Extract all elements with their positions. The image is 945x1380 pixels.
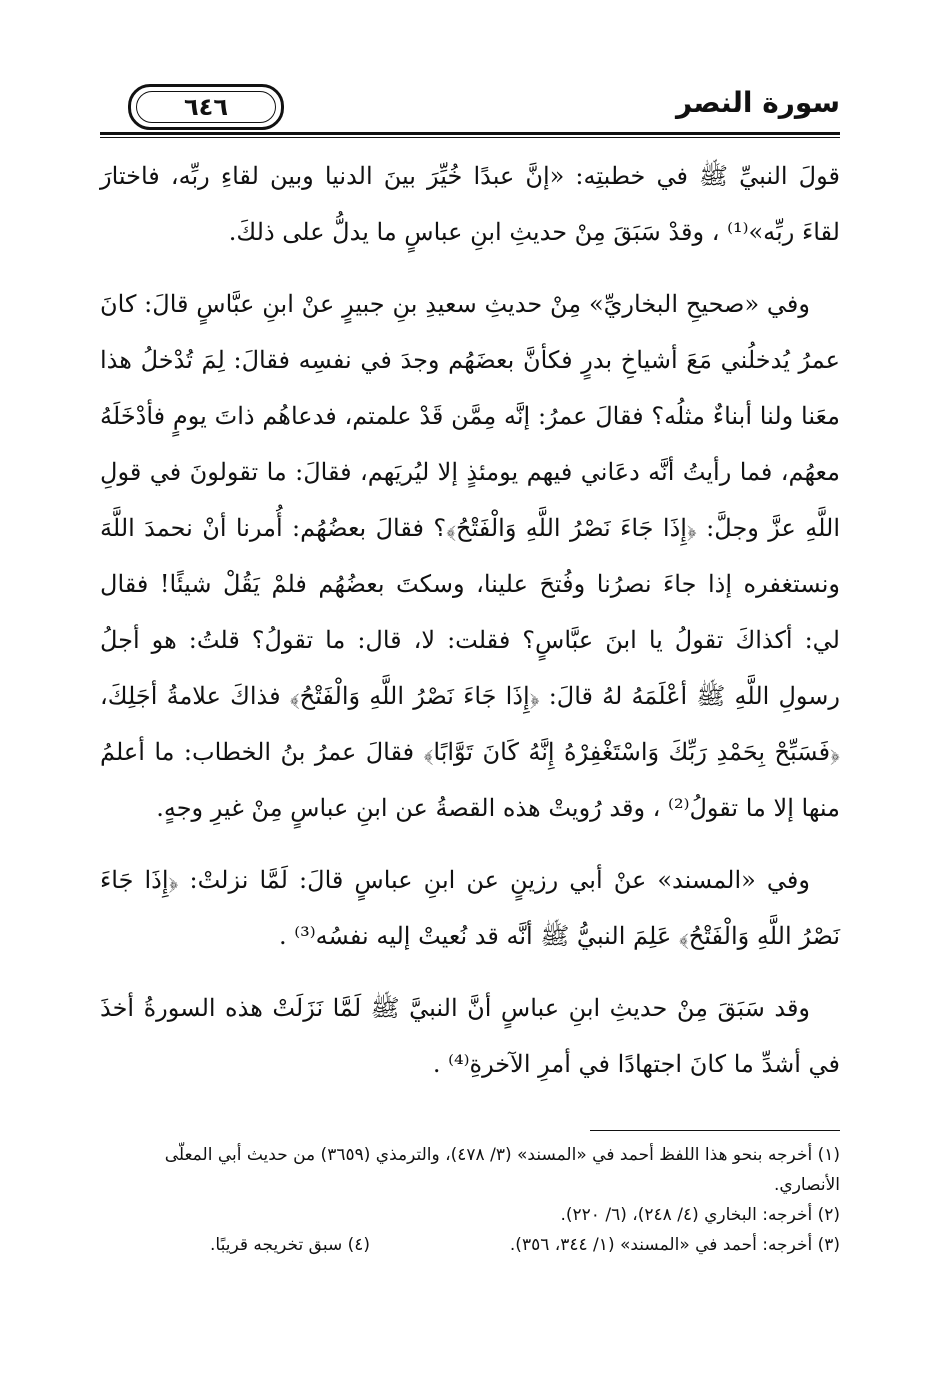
paragraph-3: وفي «المسند» عنْ أبي رزينٍ عن ابنِ عباسٍ قالَ: لَمَّا نزلتْ: ﴿إِذَا جَاءَ نَصْرُ اللَّهِ وَالْفَتْحُ﴾ عَلِمَ النبيُّ ﷺ أنَّه قد نُعيتْ إليه نفسُه⁽³⁾ . bbox=[100, 866, 840, 950]
surah-title: سورة النصر bbox=[675, 86, 840, 119]
footnote-1: (١) أخرجه بنحو هذا اللفظ أحمد في «المسند» (٣/ ٤٧٨)، والترمذي (٣٦٥٩) من حديث أبي المعلّى الأنصاري. bbox=[164, 1145, 840, 1195]
footnote-3: (٣) أخرجه: أحمد في «المسند» (١/ ٣٤٤، ٣٥٦). bbox=[509, 1235, 840, 1255]
header-divider bbox=[100, 132, 840, 135]
footnotes bbox=[100, 1140, 840, 1260]
paragraph-4: وقد سَبَقَ مِنْ حديثِ ابنِ عباسٍ أنَّ النبيَّ ﷺ لَمَّا نَزَلَتْ هذه السورةُ أخذَ في أشدِّ ما كانَ اجتهادًا في أمرِ الآخرةِ⁽⁴⁾ . bbox=[100, 994, 840, 1078]
paragraph-2: وفي «صحيحِ البخاريِّ» مِنْ حديثِ سعيدِ بنِ جبيرٍ عنْ ابنِ عبَّاسٍ قالَ: كانَ عمرُ يُدخلُني مَعَ أشياخِ بدرٍ فكأنَّ بعضَهُم وجدَ في نفسِه فقالَ: لِمَ تُدْخلُ هذا معَنا ولنا أبناءٌ مثلُه؟ فقالَ عمرُ: إنَّه مِمَّن قَدْ علمتم، فدعاهُم ذاتَ يومٍ فأدْخَلَهُ معهُم، فما رأيتُ أنَّه دعَاني فيهم يومئذٍ إلا ليُريَهم، فقالَ: ما تقولونَ في قولِ اللَّهِ عزَّ وجلَّ: ﴿إِذَا جَاءَ نَصْرُ اللَّهِ وَالْفَتْحُ﴾؟ فقالَ بعضُهُم: أُمرنا أنْ نحمدَ اللَّهَ ونستغفره إذا جاءَ نصرُنا وفُتحَ علينا، وسكتَ بعضُهُم فلمْ يَقُلْ شيئًا! فقال لي: أكذاكَ تقولُ يا ابنَ عبَّاسٍ؟ فقلت: لا، قال: ما تقولُ؟ قلتُ: هو أجلُ رسولِ اللَّهِ ﷺ أعْلَمَهُ لهُ قالَ: ﴿إِذَا جَاءَ نَصْرُ اللَّهِ وَالْفَتْحُ﴾ فذاكَ علامةُ أجَلِكَ، ﴿فَسَبِّحْ بِحَمْدِ رَبِّكَ وَاسْتَغْفِرْهُ إِنَّهُ كَانَ تَوَّابًا﴾ فقالَ عمرُ بنُ الخطاب: ما أعلمُ منها إلا ما تقولُ⁽²⁾ ، وقد رُويتْ هذه القصةُ عن ابنِ عباسٍ مِنْ غيرِ وجهٍ. bbox=[100, 290, 840, 822]
footnote-divider bbox=[590, 1130, 840, 1131]
footnote-4: (٤) سبق تخريجه قريبًا. bbox=[210, 1235, 371, 1255]
page-header bbox=[100, 80, 840, 130]
header-divider-thin bbox=[100, 137, 840, 138]
paragraph-1: قولَ النبيِّ ﷺ في خطبتِه: «إنَّ عبدًا خُيِّرَ بينَ الدنيا وبين لقاءِ ربِّه، فاختارَ لقاءَ ربِّه»⁽¹⁾ ، وقدْ سَبَقَ مِنْ حديثِ ابنِ عباسٍ ما يدلُّ على ذلكَ. bbox=[100, 162, 840, 246]
page-number-badge bbox=[128, 84, 284, 130]
footnote-row bbox=[100, 1230, 840, 1260]
footnote-2: (٢) أخرجه: البخاري (٤/ ٢٤٨)، (٦/ ٢٢٠). bbox=[560, 1205, 840, 1225]
page-number: ٦٤٦ bbox=[184, 93, 228, 121]
body-text bbox=[100, 148, 840, 1108]
